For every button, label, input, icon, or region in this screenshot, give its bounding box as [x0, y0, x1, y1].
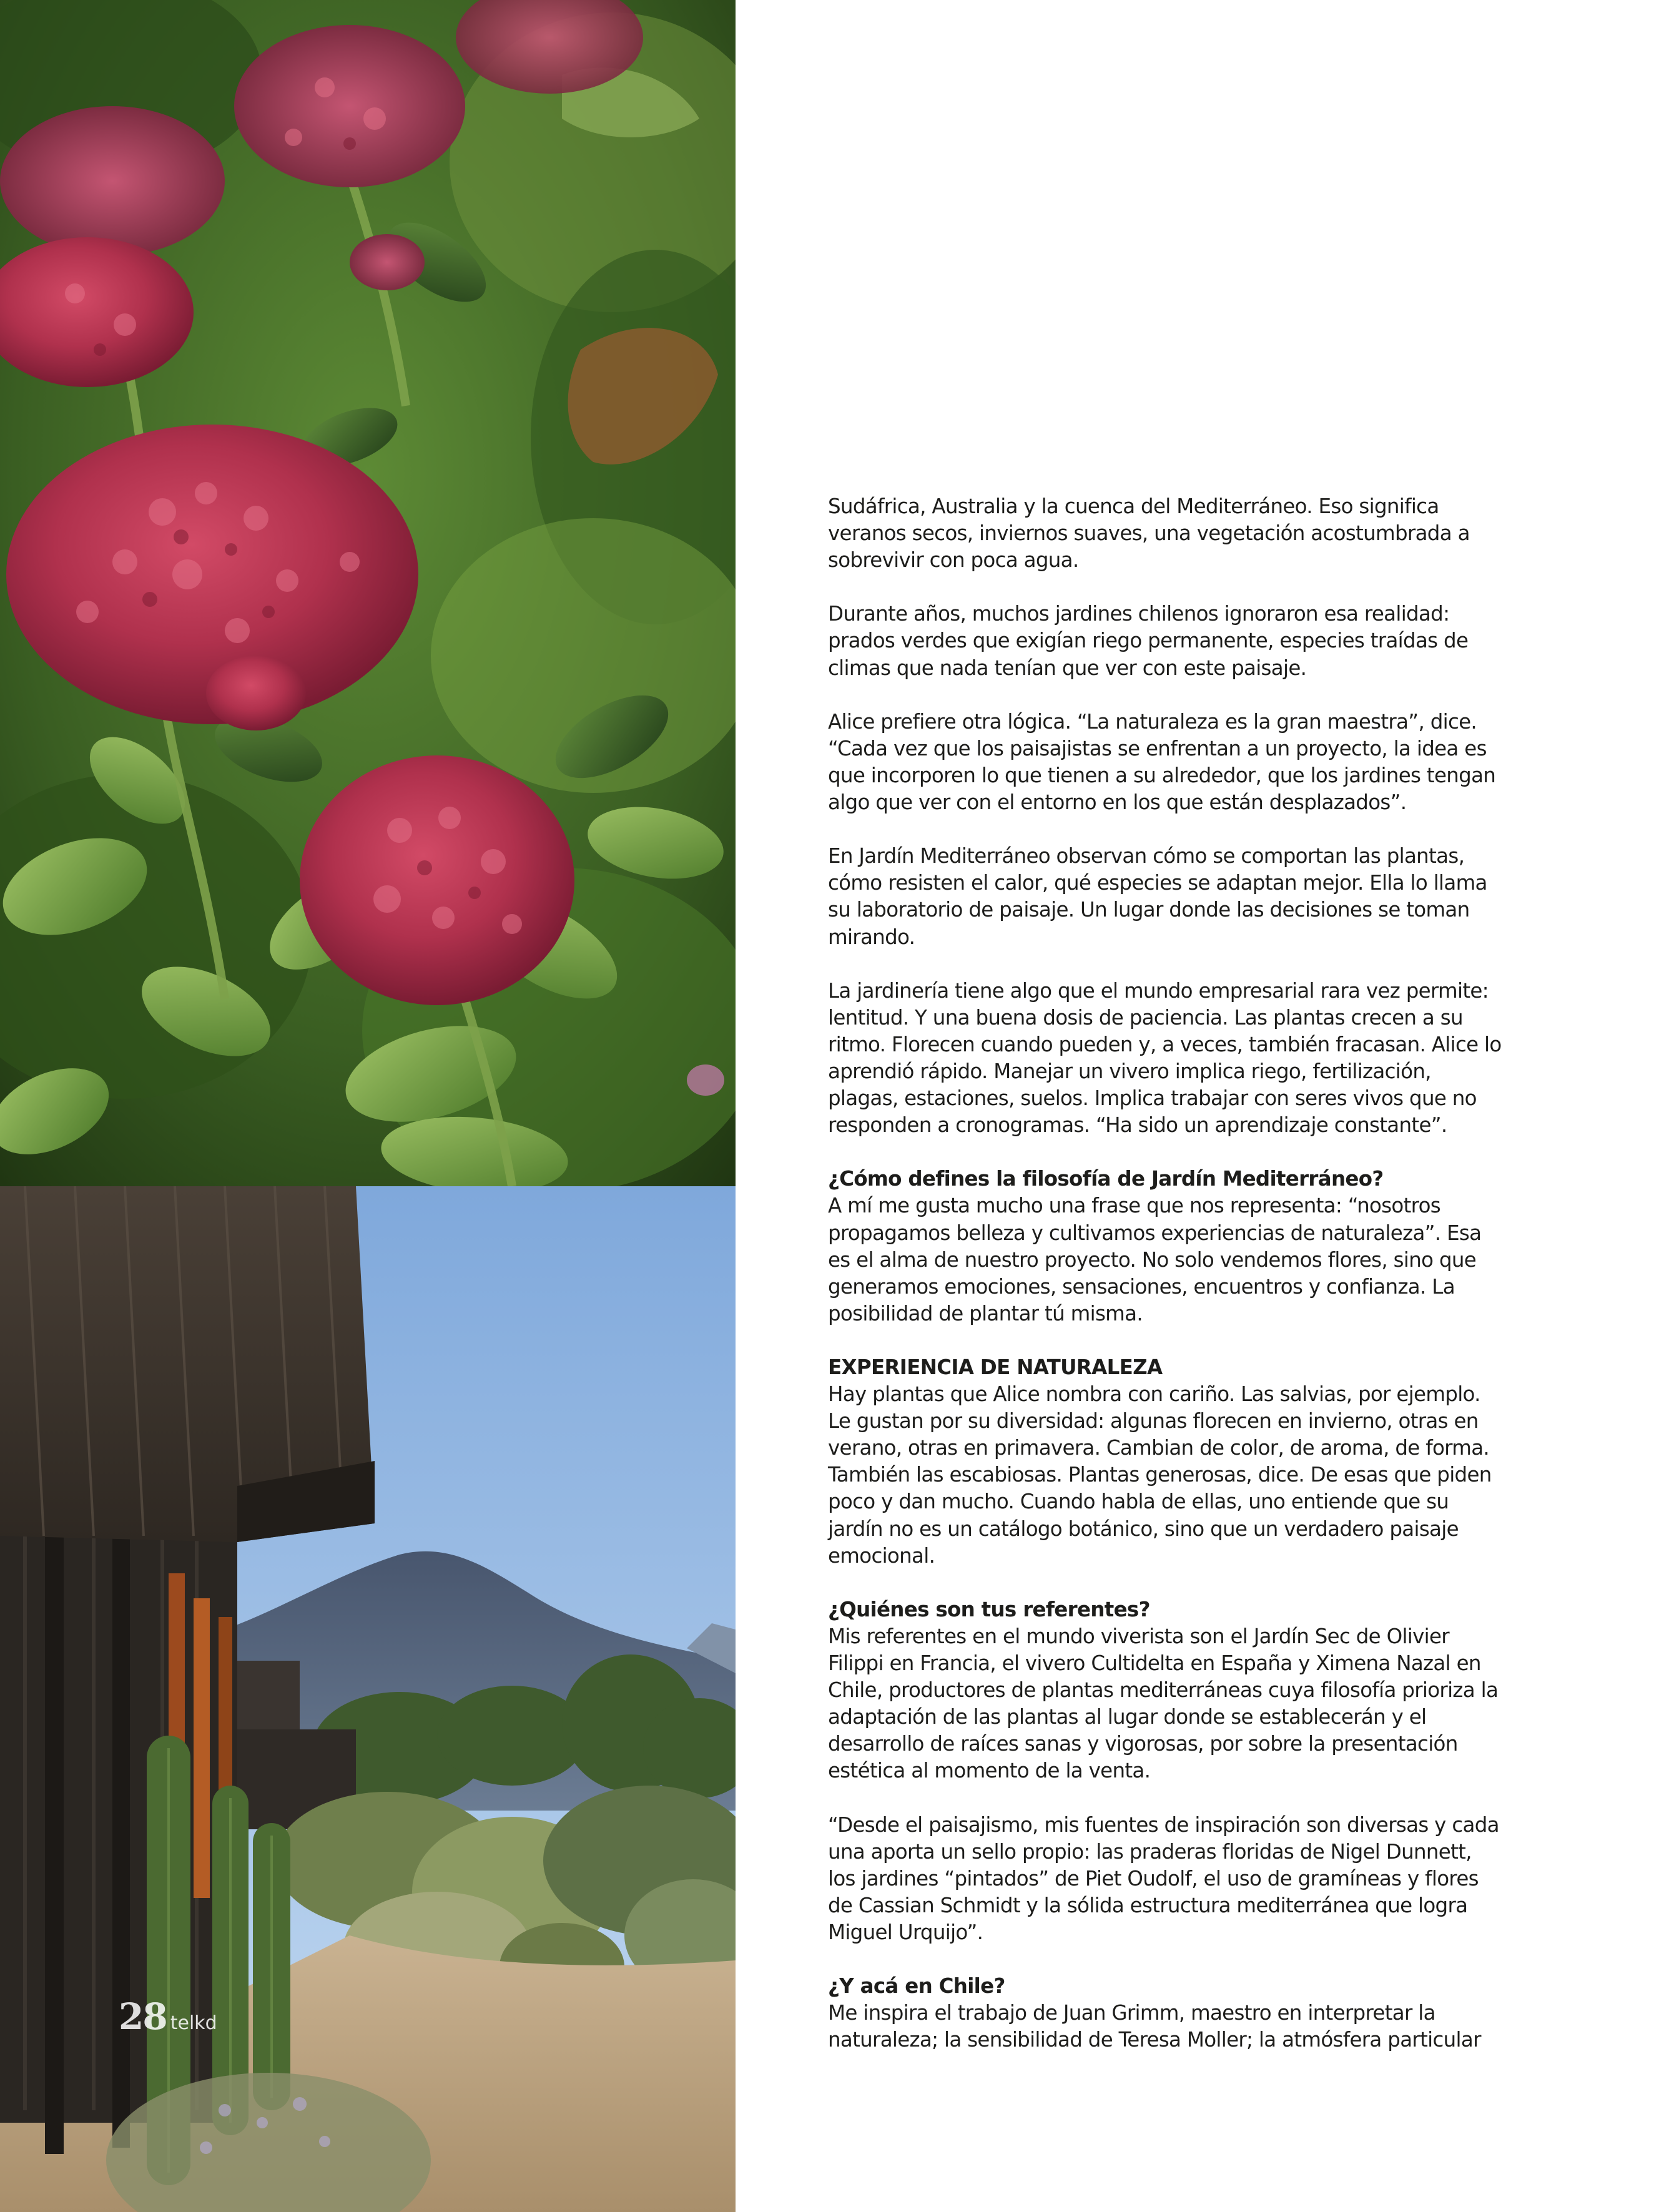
magazine-brand: telkd	[170, 2012, 217, 2034]
article-body	[828, 493, 1502, 2081]
question-heading: ¿Cómo defines la filosofía de Jardín Mediterráneo?	[828, 1167, 1384, 1191]
photo-column	[0, 0, 736, 2212]
page-folio	[119, 1995, 217, 2038]
answer-text: Me inspira el trabajo de Juan Grimm, maestro en interpretar la naturaleza; la sensibilidad de Teresa Moller; la atmósfera particular	[828, 2001, 1481, 2052]
flowers-photo	[0, 0, 736, 1186]
question-heading: ¿Quiénes son tus referentes?	[828, 1597, 1150, 1621]
answer-text: Mis referentes en el mundo viverista son el Jardín Sec de Olivier Filippi en Francia, el vivero Cultidelta en España y Ximena Nazal en Chile, productores de plantas mediterráneas cuya filosofía prioriza la adaptación de las plantas al lugar donde se establecerán y el desarrollo de raíces sanas y vigorosas, por sobre la presentación estética al momento de la venta.	[828, 1624, 1499, 1783]
paragraph: En Jardín Mediterráneo observan cómo se comportan las plantas, cómo resisten el calor, qué especies se adaptan mejor. Ella lo llama su laboratorio de paisaje. Un lugar donde las decisiones se toman mirando.	[828, 844, 1487, 949]
section-text: Hay plantas que Alice nombra con cariño. Las salvias, por ejemplo. Le gustan por su diversidad: algunas florecen en invierno, otras en verano, otras en primavera. Cambian de color, de aroma, de forma. También las escabiosas. Plantas generosas, dice. De esas que piden poco y dan mucho. Cuando habla de ellas, uno entiende que su jardín no es un catálogo botánico, sino que un verdadero paisaje emocional.	[828, 1382, 1492, 1568]
nursery-photo	[0, 1186, 736, 2212]
interview-question-referentes	[828, 1596, 1502, 1785]
section-experiencia	[828, 1354, 1502, 1570]
page-number: 28	[119, 1995, 167, 2038]
paragraph: La jardinería tiene algo que el mundo empresarial rara vez permite: lentitud. Y una buena dosis de paciencia. Las plantas crecen a su ritmo. Florecen cuando pueden y, a veces, también fracasan. Alice lo aprendió rápido. Manejar un vivero implica riego, fertilización, plagas, estaciones, suelos. Implica trabajar con seres vivos que no responden a cronogramas. “Ha sido un aprendizaje constante”.	[828, 978, 1502, 1138]
answer-text: A mí me gusta mucho una frase que nos representa: “nosotros propagamos belleza y cultivamos experiencias de naturaleza”. Esa es el alma de nuestro proyecto. No solo vendemos flores, sino que generamos emociones, sensaciones, encuentros y confianza. La posibilidad de plantar tú misma.	[828, 1194, 1482, 1325]
paragraph: “Desde el paisajismo, mis fuentes de inspiración son diversas y cada una aporta un sello propio: las praderas floridas de Nigel Dunnett, los jardines “pintados” de Piet Oudolf, el uso de gramíneas y flores de Cassian Schmidt y la sólida estructura mediterránea que logra Miguel Urquijo”.	[828, 1812, 1499, 1944]
question-heading: ¿Y acá en Chile?	[828, 1974, 1005, 1998]
interview-question-philosophy	[828, 1166, 1502, 1327]
paragraph: Alice prefiere otra lógica. “La naturaleza es la gran maestra”, dice. “Cada vez que los paisajistas se enfrentan a un proyecto, la idea es que incorporen lo que tienen a su alrededor, que los jardines tengan algo que ver con el entorno en los que están desplazados”.	[828, 709, 1496, 815]
paragraph: Sudáfrica, Australia y la cuenca del Mediterráneo. Eso significa veranos secos, inviernos suaves, una vegetación acostumbrada a sobrevivir con poca agua.	[828, 494, 1470, 573]
section-heading: EXPERIENCIA DE NATURALEZA	[828, 1355, 1163, 1379]
paragraph: Durante años, muchos jardines chilenos ignoraron esa realidad: prados verdes que exigían riego permanente, especies traídas de climas que nada tenían que ver con este paisaje.	[828, 602, 1469, 680]
interview-question-chile	[828, 1973, 1502, 2053]
